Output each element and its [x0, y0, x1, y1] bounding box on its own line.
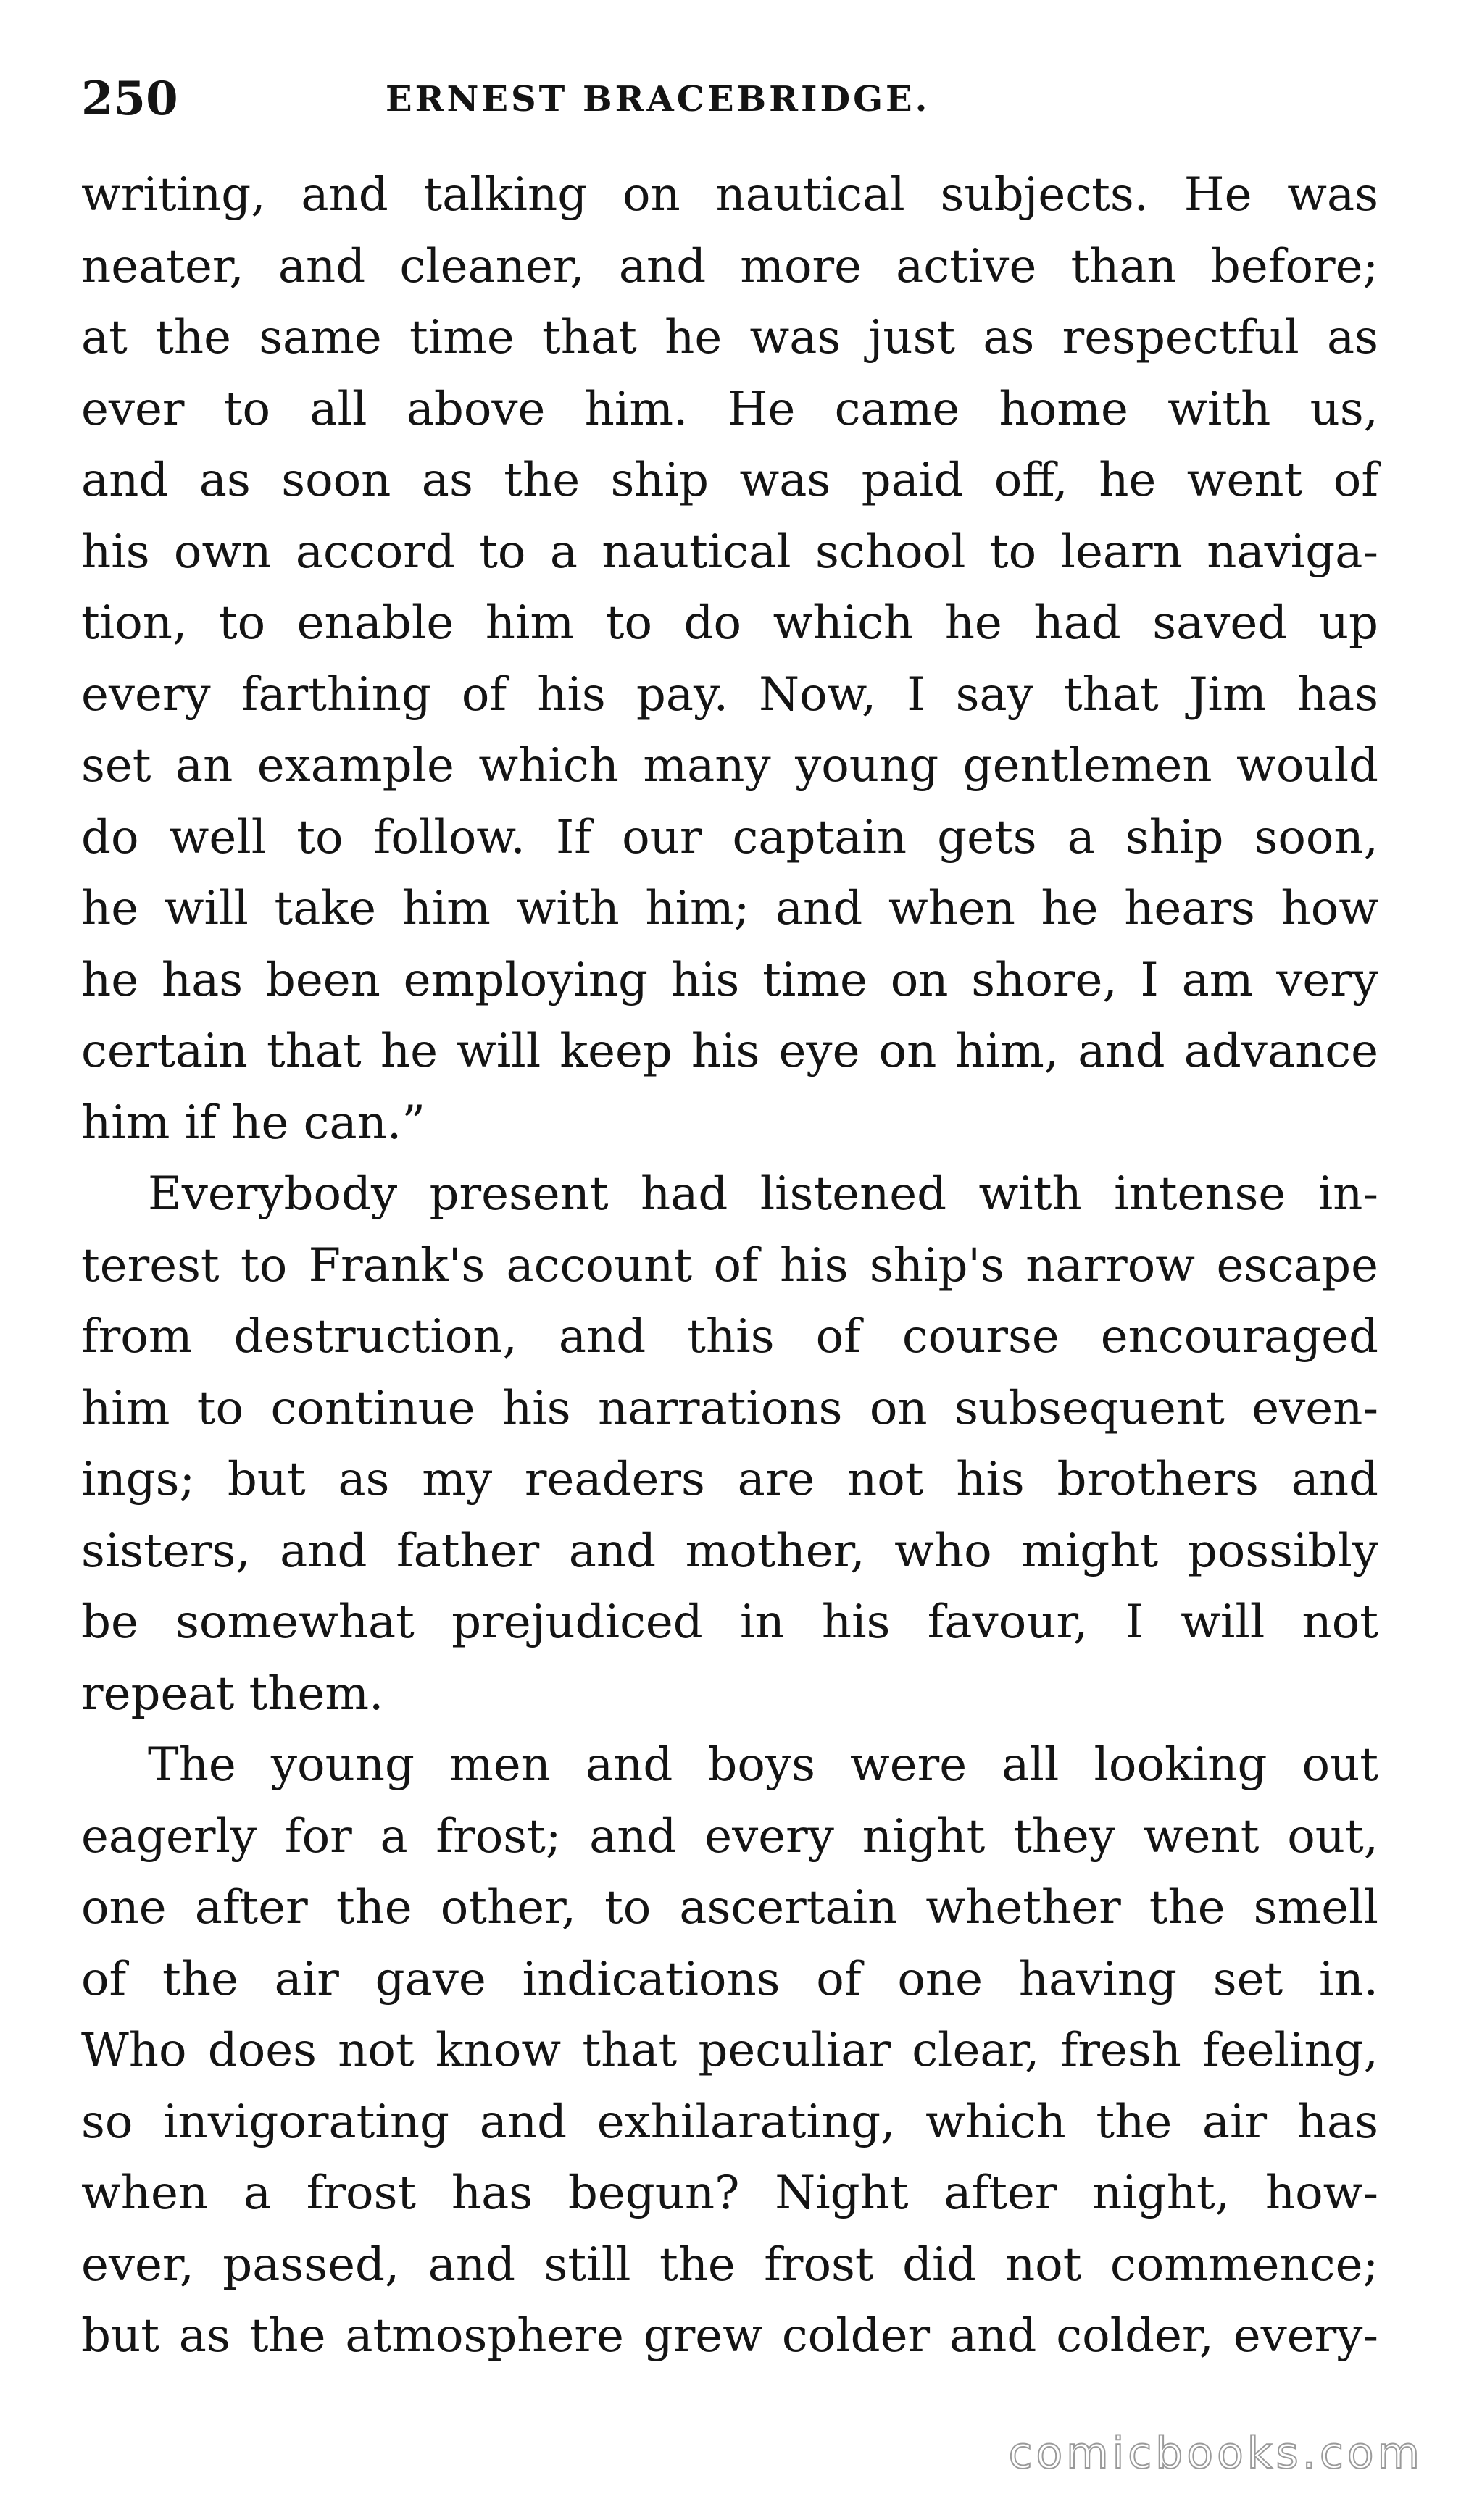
text-line: so invigorating and exhilarating, which the air has	[81, 2095, 1378, 2149]
text-line: terest to Frank's account of his ship's narrow escape	[81, 1238, 1378, 1293]
text-line: every farthing of his pay. Now, I say that Jim has	[81, 667, 1378, 722]
page-number: 250	[81, 72, 178, 126]
text-line: tion, to enable him to do which he had saved up	[81, 596, 1378, 650]
text-line: his own accord to a nautical school to learn naviga-	[81, 525, 1378, 579]
text-line: be somewhat prejudiced in his favour, I will not	[81, 1595, 1378, 1649]
text-line: one after the other, to ascertain whether the smell	[81, 1881, 1378, 1935]
text-line: but as the atmosphere grew colder and colder, every-	[81, 2309, 1378, 2363]
text-line: of the air gave indications of one having set in.	[81, 1952, 1378, 2006]
text-line: eagerly for a frost; and every night they went out,	[81, 1809, 1378, 1864]
running-title: ERNEST BRACEBRIDGE.	[386, 79, 931, 120]
text-line: repeat them.	[81, 1666, 384, 1721]
paragraph-first-line: Everybody present had listened with intense in-	[148, 1167, 1378, 1221]
text-line: writing, and talking on nautical subjects. He was	[81, 168, 1378, 222]
text-line: he has been employing his time on shore, I am very	[81, 953, 1378, 1007]
text-line: him if he can.”	[81, 1096, 425, 1150]
watermark: comicbooks.com	[1008, 2428, 1423, 2479]
text-line: and as soon as the ship was paid off, he went of	[81, 454, 1378, 507]
body-text	[81, 159, 1378, 2372]
text-line: Who does not know that peculiar clear, fresh feeling,	[81, 2024, 1378, 2077]
paragraph-first-line: The young men and boys were all looking out	[148, 1738, 1378, 1792]
page-header	[81, 67, 1380, 132]
text-line: ever, passed, and still the frost did not commence;	[81, 2237, 1378, 2292]
text-line: neater, and cleaner, and more active than before;	[81, 239, 1378, 293]
text-line: him to continue his narrations on subsequent even-	[81, 1381, 1378, 1435]
text-line: he will take him with him; and when he hears how	[81, 882, 1378, 935]
text-line: set an example which many young gentlemen would	[81, 739, 1378, 793]
text-line: do well to follow. If our captain gets a ship soon,	[81, 810, 1378, 864]
text-line: ings; but as my readers are not his brothers and	[81, 1453, 1378, 1506]
text-line: certain that he will keep his eye on him, and advance	[81, 1025, 1378, 1078]
text-line: when a frost has begun? Night after night, how-	[81, 2166, 1378, 2220]
text-line: from destruction, and this of course encouraged	[81, 1310, 1378, 1364]
text-line: sisters, and father and mother, who might possibly	[81, 1524, 1378, 1578]
text-line: ever to all above him. He came home with us,	[81, 382, 1378, 436]
text-line: at the same time that he was just as respectful as	[81, 311, 1378, 364]
